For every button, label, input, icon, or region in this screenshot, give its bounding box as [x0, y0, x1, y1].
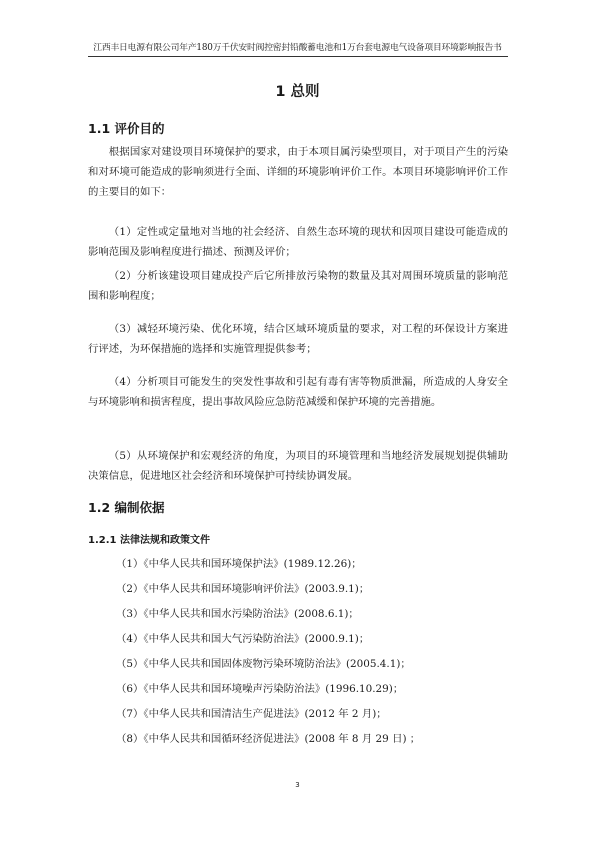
law-item-7: （7）《中华人民共和国清洁生产促进法》(2012 年 2 月)；	[116, 708, 387, 720]
intro-paragraph: 根据国家对建设项目环境保护的要求，由于本项目属污染型项目，对于项目产生的污染和对环境可能造成的影响须进行全面、详细的环境影响评价工作。本项目环境影响评价工作的主要目的如下：	[88, 146, 508, 198]
law-item-1: （1）《中华人民共和国环境保护法》(1989.12.26)；	[116, 558, 362, 570]
law-item-4: （4）《中华人民共和国大气污染防治法》(2000.9.1)；	[116, 633, 370, 645]
law-item-2: （2）《中华人民共和国环境影响评价法》(2003.9.1)；	[116, 583, 370, 595]
section-heading-1-2: 1.2 编制依据	[88, 500, 165, 515]
purpose-item-3: （3）减轻环境污染、优化环境，结合区域环境质量的要求，对工程的环保设计方案进行评述，为环保措施的选择和实施管理提供参考；	[88, 323, 508, 355]
purpose-item-4: （4）分析项目可能发生的突发性事故和引起有毒有害等物质泄漏，所造成的人身安全与环境影响和损害程度，提出事故风险应急防范减缓和保护环境的完善措施。	[88, 376, 508, 408]
purpose-item-2: （2）分析该建设项目建成投产后它所排放污染物的数量及其对周围环境质量的影响范围和影响程度；	[88, 270, 508, 302]
purpose-item-1: （1）定性或定量地对当地的社会经济、自然生态环境的现状和因项目建设可能造成的影响范围及影响程度进行描述、预测及评价；	[88, 226, 508, 258]
section-heading-1-1: 1.1 评价目的	[88, 121, 165, 136]
purpose-item-5: （5）从环境保护和宏观经济的角度，为项目的环境管理和当地经济发展规划提供辅助决策信息，促进地区社会经济和环境保护可持续协调发展。	[88, 450, 508, 482]
law-item-8: （8）《中华人民共和国循环经济促进法》(2008 年 8 月 29 日) ；	[116, 733, 421, 745]
law-item-6: （6）《中华人民共和国环境噪声污染防治法》(1996.10.29)；	[116, 683, 404, 695]
law-item-3: （3）《中华人民共和国水污染防治法》(2008.6.1)；	[116, 608, 359, 620]
chapter-title: 1 总则	[275, 84, 320, 100]
page-number: 3	[295, 781, 300, 789]
subsection-heading-1-2-1: 1.2.1 法律法规和政策文件	[88, 535, 210, 546]
header-rule	[88, 56, 508, 57]
running-header: 江西丰日电源有限公司年产180万千伏安时阀控密封铅酸蓄电池和1万台套电源电气设备项目环境影响报告书	[93, 43, 502, 53]
law-item-5: （5）《中华人民共和国固体废物污染环境防治法》(2005.4.1)；	[116, 658, 411, 670]
